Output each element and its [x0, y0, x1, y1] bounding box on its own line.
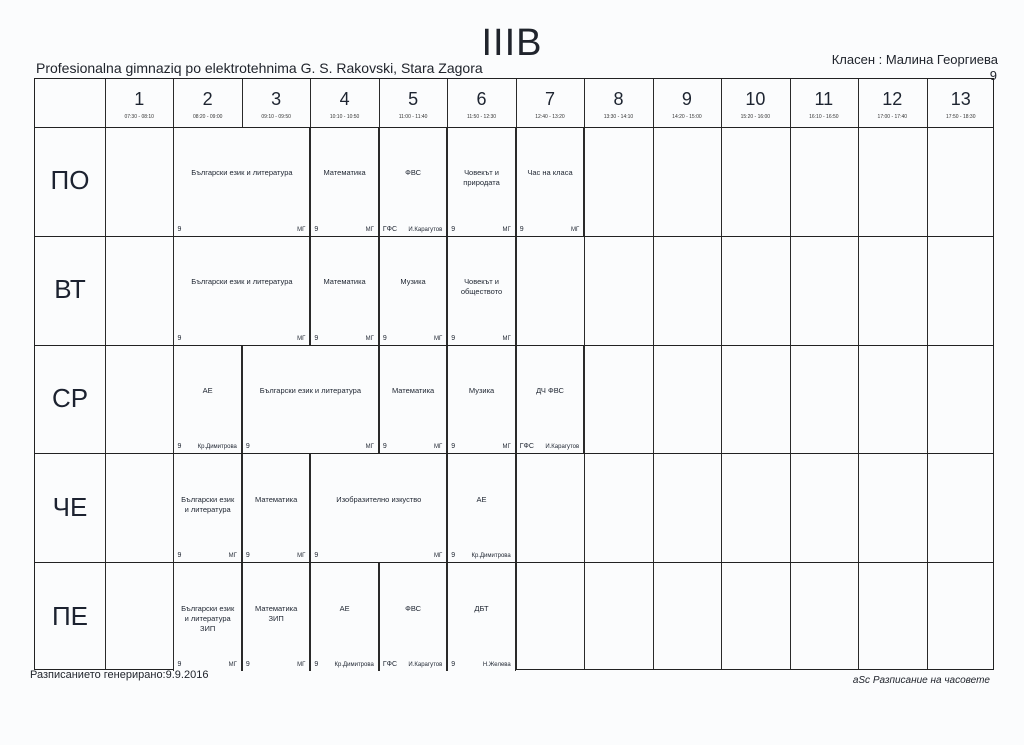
period-header	[310, 79, 378, 127]
lesson-group: 9	[245, 443, 250, 451]
period-time: 17:00 - 17:40	[877, 114, 908, 120]
grid-line-horizontal	[35, 127, 993, 128]
lesson-cell[interactable]	[173, 236, 310, 345]
lesson-subject: Музика	[468, 385, 495, 395]
lesson-cell[interactable]	[379, 127, 447, 236]
period-number: 2	[202, 89, 213, 109]
period-number: 11	[814, 89, 834, 109]
lesson-teacher: МГ	[434, 444, 443, 451]
day-label: СР	[51, 383, 89, 413]
lesson-teacher: И.Карагутов	[408, 226, 443, 233]
lesson-group: 9	[177, 443, 182, 451]
lesson-teacher: МГ	[297, 553, 306, 560]
lesson-group: 9	[314, 552, 319, 560]
period-time: 10:10 - 10:50	[329, 114, 360, 120]
day-label: ПО	[50, 165, 90, 196]
lesson-group: 9	[245, 660, 250, 668]
period-number: 13	[950, 89, 971, 109]
lesson-cell[interactable]	[310, 127, 378, 236]
period-header	[242, 79, 310, 127]
lesson-subject: Човекът и обществото	[460, 277, 503, 297]
lesson-group: 9	[245, 552, 250, 560]
lesson-teacher: МГ	[228, 661, 237, 668]
lesson-cell[interactable]	[242, 453, 310, 562]
period-time: 12:40 - 13:20	[535, 114, 565, 120]
lesson-subject: АЕ	[476, 494, 487, 504]
lesson-subject: Български език и литература ЗИП	[181, 603, 235, 633]
lesson-cell[interactable]	[447, 236, 515, 345]
lesson-group: 9	[177, 334, 182, 342]
lesson-subject: Математика ЗИП	[255, 603, 298, 623]
lesson-room: ГФС	[382, 660, 398, 668]
period-header	[653, 79, 721, 127]
lesson-group: 9	[314, 334, 319, 342]
period-time: 11:00 - 11:40	[398, 114, 428, 120]
lesson-group: 9	[382, 334, 387, 342]
lesson-teacher: МГ	[228, 553, 237, 560]
homeroom-teacher: Класен : Малина Георгиева	[831, 52, 998, 67]
grid-line-vertical	[858, 79, 859, 669]
lesson-teacher: МГ	[365, 444, 374, 451]
lesson-cell[interactable]	[447, 127, 515, 236]
timetable-grid	[34, 78, 994, 670]
lesson-subject: ФВС	[405, 603, 421, 613]
lesson-cell[interactable]	[447, 562, 515, 671]
period-time: 16:10 - 16:50	[809, 114, 839, 120]
period-header	[516, 79, 584, 127]
lesson-cell[interactable]	[173, 453, 241, 562]
lesson-teacher: МГ	[365, 226, 374, 233]
period-time: 14:20 - 15:00	[672, 114, 702, 120]
lesson-teacher: МГ	[434, 335, 443, 342]
period-number: 5	[408, 89, 419, 109]
period-header	[858, 79, 926, 127]
lesson-teacher: МГ	[570, 226, 580, 233]
lesson-room: ГФС	[519, 443, 534, 451]
grid-line-horizontal	[35, 236, 993, 237]
lesson-subject: Човекът и природата	[463, 168, 500, 188]
lesson-cell[interactable]	[173, 562, 241, 671]
grid-line-vertical	[584, 79, 585, 669]
lesson-subject: Български език и литература	[259, 385, 362, 395]
lesson-teacher: Кр.Димитрова	[471, 553, 511, 560]
lesson-group: 9	[177, 552, 182, 560]
lesson-cell[interactable]	[379, 345, 447, 454]
grid-line-vertical	[721, 79, 722, 669]
grid-line-vertical	[653, 79, 654, 669]
period-number: 10	[745, 89, 766, 109]
lesson-teacher: Кр.Димитрова	[334, 661, 374, 668]
day-label: ПЕ	[51, 600, 89, 631]
period-header	[721, 79, 789, 127]
period-number: 6	[476, 89, 487, 109]
lesson-cell[interactable]	[173, 345, 241, 454]
lesson-cell[interactable]	[447, 453, 515, 562]
lesson-cell[interactable]	[242, 345, 379, 454]
lesson-cell[interactable]	[310, 453, 447, 562]
period-number: 7	[544, 89, 555, 109]
lesson-cell[interactable]	[447, 345, 515, 454]
period-header	[790, 79, 858, 127]
grid-line-horizontal	[35, 562, 993, 563]
lesson-subject: ФВС	[405, 168, 421, 178]
lesson-group: 9	[451, 334, 456, 342]
period-number: 12	[882, 89, 903, 109]
lesson-teacher: МГ	[502, 335, 511, 342]
lesson-group: 9	[382, 443, 387, 451]
lesson-subject: АЕ	[202, 385, 213, 395]
lesson-teacher: Кр.Димитрова	[197, 444, 237, 451]
grid-line-vertical	[927, 79, 928, 669]
lesson-cell[interactable]	[379, 236, 447, 345]
period-time: 07:30 - 08:10	[124, 114, 154, 120]
period-number: 4	[339, 89, 350, 109]
period-number: 9	[681, 89, 692, 109]
lesson-subject: Математика	[323, 277, 366, 287]
day-label: ЧЕ	[52, 491, 88, 522]
lesson-group: 9	[519, 225, 524, 233]
lesson-room: ГФС	[382, 225, 398, 233]
lesson-subject: Музика	[400, 277, 426, 287]
lesson-group: 9	[451, 552, 456, 560]
software-credit: aSc Разписание на часовете	[852, 675, 990, 686]
lesson-cell[interactable]	[516, 345, 584, 454]
lesson-subject: Изобразително изкуство	[336, 494, 422, 504]
lesson-group: 9	[177, 660, 182, 668]
grid-line-vertical	[790, 79, 791, 669]
period-time: 15:20 - 16:00	[740, 114, 771, 120]
grid-line-horizontal	[35, 345, 993, 346]
period-number: 1	[134, 89, 145, 109]
lesson-cell[interactable]	[310, 562, 378, 671]
school-name: Profesionalna gimnaziq po elektrotehnima G. S. Rakovski, Stara Zagora	[36, 60, 483, 76]
lesson-teacher: МГ	[297, 335, 306, 342]
lesson-cell[interactable]	[173, 127, 310, 236]
lesson-group: 9	[451, 443, 456, 451]
period-number: 8	[613, 89, 624, 109]
generated-date: Разписанието генерирано:9.9.2016	[30, 669, 209, 681]
lesson-subject: Български език и литература	[191, 277, 293, 287]
lesson-cell[interactable]	[379, 562, 447, 671]
lesson-subject: Математика	[255, 494, 298, 504]
lesson-teacher: МГ	[502, 444, 511, 451]
period-header	[105, 79, 173, 127]
lesson-subject: АЕ	[339, 603, 350, 613]
page-number: 9	[989, 68, 997, 83]
lesson-teacher: МГ	[502, 226, 511, 233]
lesson-subject: Математика	[323, 168, 366, 178]
lesson-group: 9	[451, 660, 456, 668]
day-label: ВТ	[54, 274, 86, 305]
lesson-teacher: И.Карагутов	[545, 444, 580, 451]
lesson-subject: Български език и литература	[191, 168, 293, 178]
period-header	[447, 79, 515, 127]
class-title: IIIB	[481, 22, 543, 64]
lesson-cell[interactable]	[310, 236, 378, 345]
lesson-teacher: МГ	[434, 553, 443, 560]
period-time: 13:30 - 14:10	[603, 114, 634, 120]
lesson-group: 9	[314, 660, 319, 668]
lesson-teacher: И.Карагутов	[408, 661, 443, 668]
lesson-group: 9	[314, 225, 319, 233]
lesson-teacher: Н.Желева	[482, 661, 511, 668]
period-header	[173, 79, 241, 127]
lesson-teacher: МГ	[365, 335, 374, 342]
period-time: 09:10 - 09:50	[261, 114, 291, 120]
lesson-cell[interactable]	[516, 127, 584, 236]
period-time: 17:50 - 18:30	[946, 114, 976, 120]
period-header	[379, 79, 447, 127]
lesson-teacher: МГ	[297, 661, 306, 668]
period-number: 3	[271, 89, 282, 109]
period-time: 08:20 - 09:00	[192, 114, 223, 120]
lesson-subject: Български език и литература	[181, 494, 235, 514]
lesson-subject: Математика	[391, 385, 435, 395]
period-header	[927, 79, 995, 127]
period-header	[584, 79, 652, 127]
grid-line-horizontal	[35, 453, 993, 454]
lesson-group: 9	[451, 225, 456, 233]
lesson-subject: ДЧ ФВС	[536, 385, 564, 395]
lesson-subject: Час на класа	[527, 168, 573, 178]
period-time: 11:50 - 12:30	[466, 114, 497, 120]
lesson-subject: ДБТ	[474, 603, 489, 613]
lesson-group: 9	[177, 225, 182, 233]
lesson-teacher: МГ	[297, 226, 306, 233]
grid-line-vertical	[105, 79, 106, 669]
lesson-cell[interactable]	[242, 562, 310, 671]
